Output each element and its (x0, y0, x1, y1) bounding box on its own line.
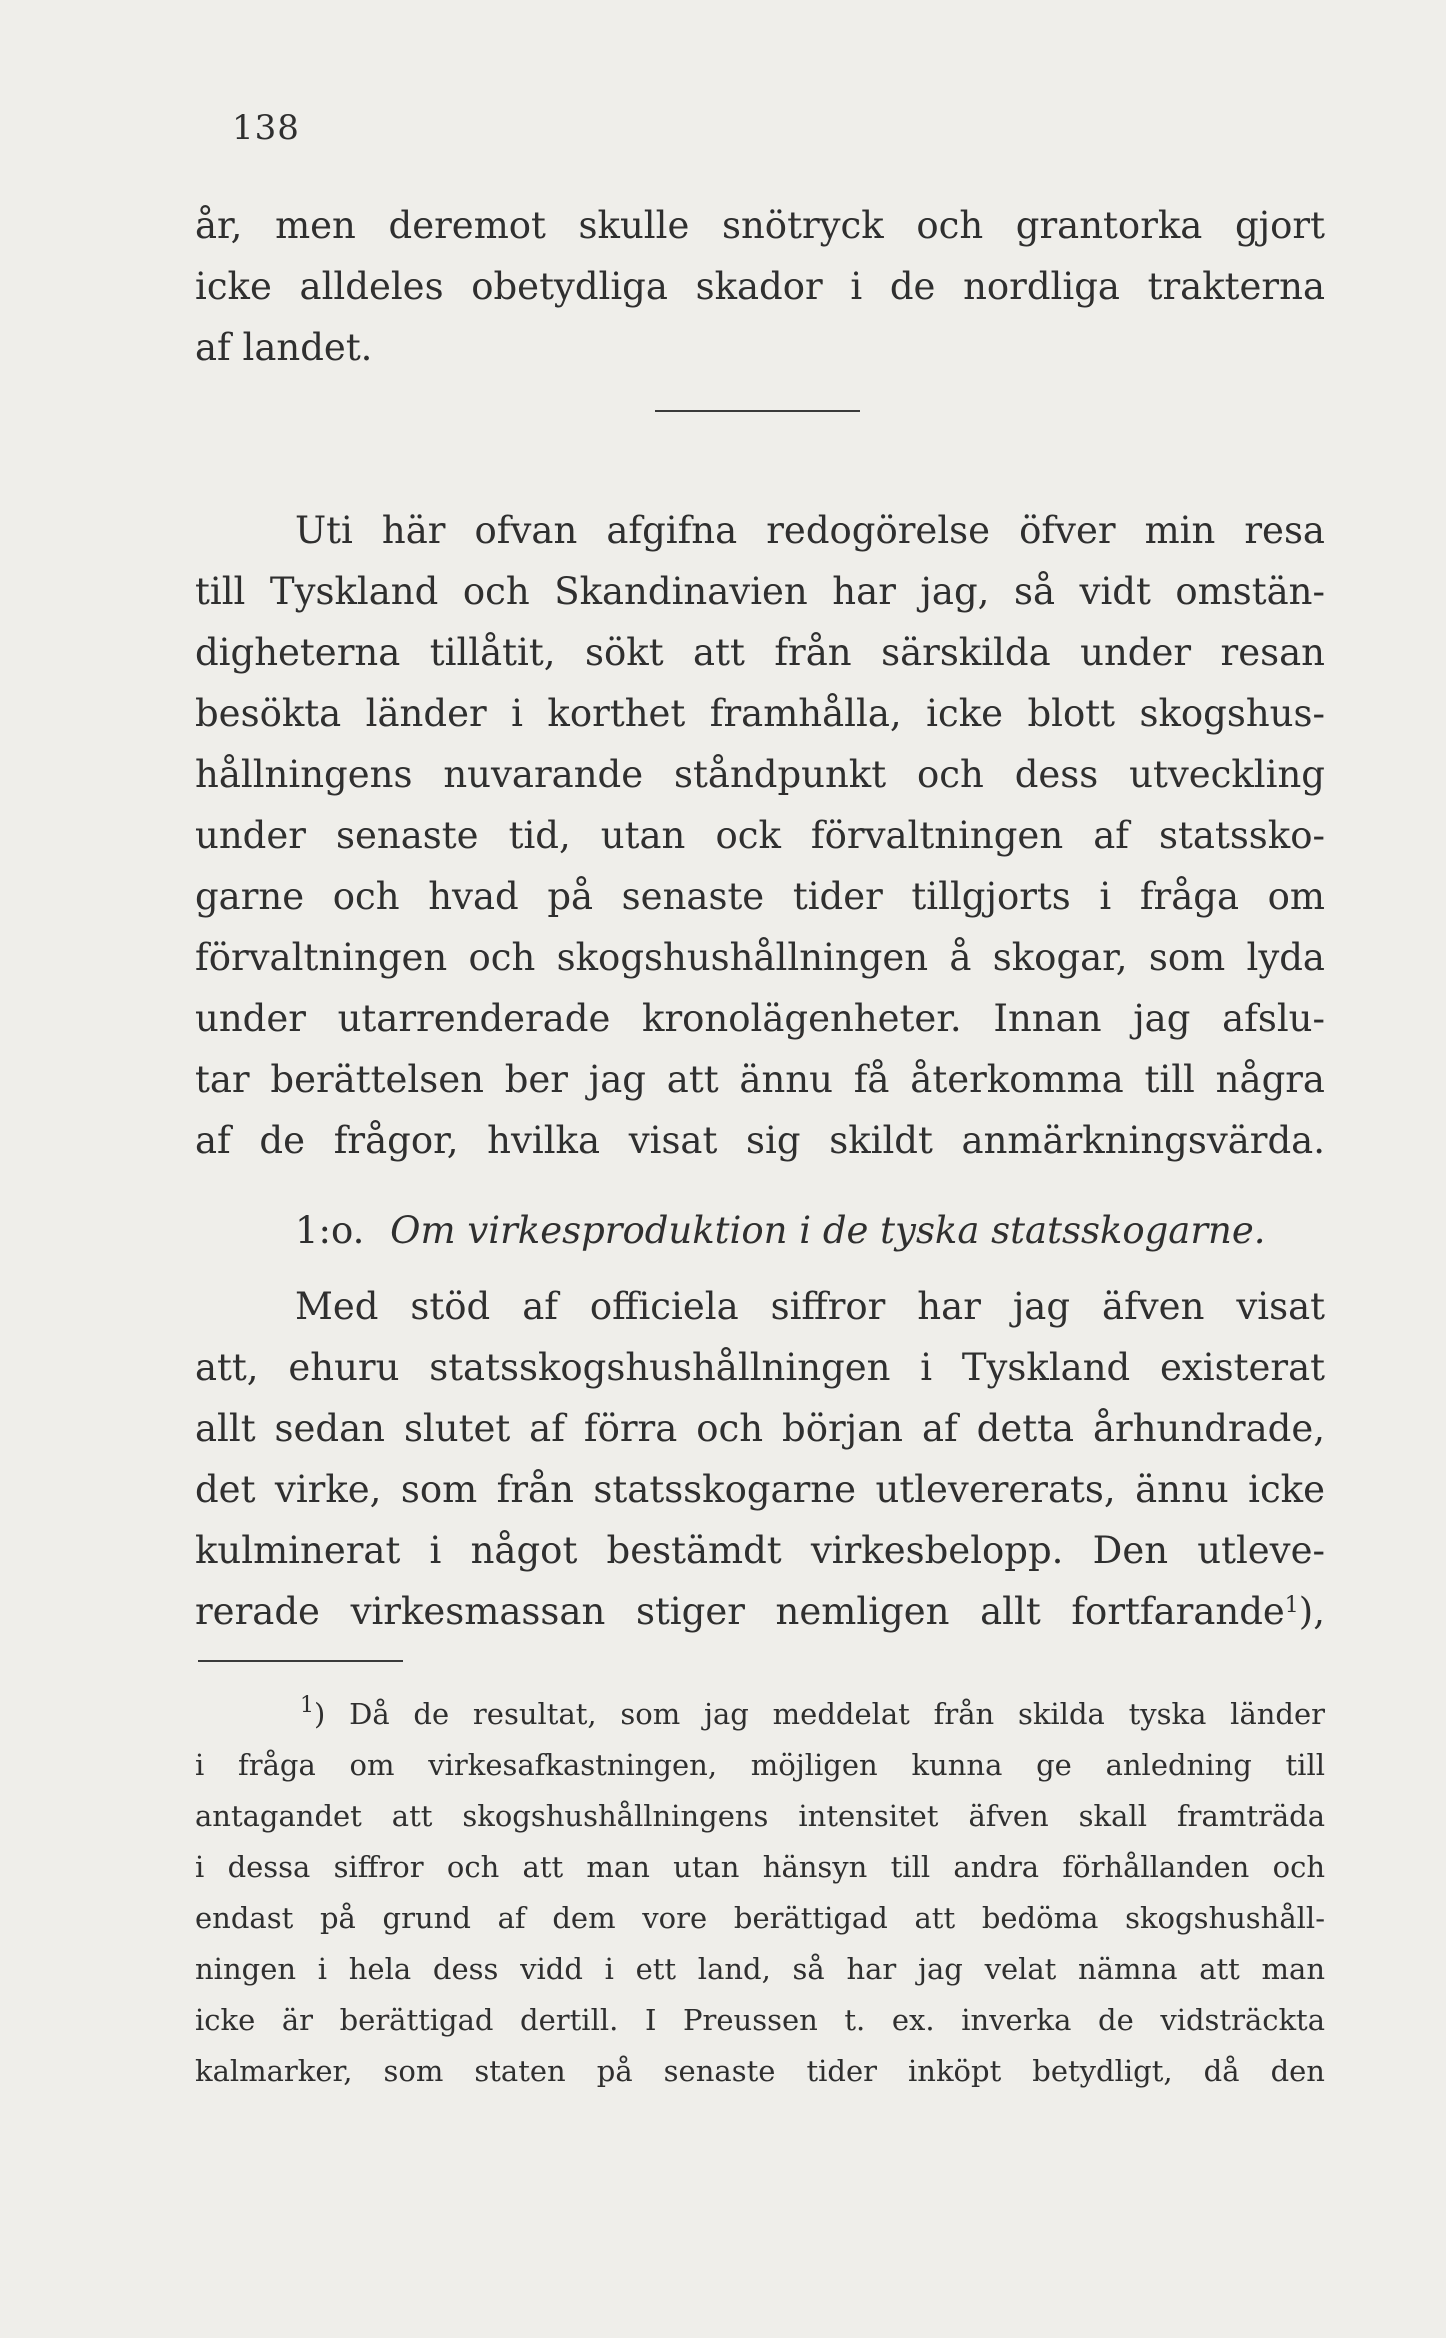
section-heading (295, 1200, 1266, 1261)
text-line: under senaste tid, utan ock förvaltningen af statssko- (195, 814, 1325, 857)
section-separator (655, 410, 860, 412)
paragraph-1 (195, 195, 1325, 378)
paragraph-2 (195, 500, 1325, 1171)
text-line: garne och hvad på senaste tider tillgjorts i fråga om (195, 875, 1325, 918)
text-line: det virke, som från statsskogarne utlevererats, ännu icke (195, 1468, 1325, 1511)
footnote-line: icke är berättigad dertill. I Preussen t. ex. inverka de vidsträckta (195, 2003, 1325, 2037)
footnote-line: i dessa siffror och att man utan hänsyn till andra förhållanden och (195, 1850, 1325, 1884)
text-line: hållningens nuvarande ståndpunkt och dess utveckling (195, 753, 1325, 796)
text-line-suffix: ), (1298, 1590, 1325, 1633)
text-line: år, men deremot skulle snötryck och grantorka gjort (195, 204, 1325, 247)
section-number: 1:o. (295, 1209, 365, 1252)
text-line: af de frågor, hvilka visat sig skildt anmärkningsvärda. (195, 1119, 1325, 1162)
footnote-rule (198, 1660, 403, 1662)
text-line-body: rerade virkesmassan stiger nemligen allt fortfarande (195, 1590, 1285, 1633)
text-line: icke alldeles obetydliga skador i de nordliga trakterna (195, 265, 1325, 308)
page-number: 138 (232, 108, 300, 148)
footnote-marker: 1 (300, 1693, 314, 1718)
text-line: till Tyskland och Skandinavien har jag, så vidt omstän- (195, 570, 1325, 613)
footnote-line: ningen i hela dess vidd i ett land, så har jag velat nämna att man (195, 1952, 1325, 1986)
text-line: att, ehuru statsskogshushållningen i Tyskland existerat (195, 1346, 1325, 1389)
text-line: förvaltningen och skogshushållningen å skogar, som lyda (195, 936, 1325, 979)
footnote-line: kalmarker, som staten på senaste tider inköpt betydligt, då den (195, 2054, 1325, 2088)
text-line: af landet. (195, 326, 373, 369)
text-line: under utarrenderade kronolägenheter. Innan jag afslu- (195, 997, 1325, 1040)
footnote (195, 1689, 1325, 2097)
text-line: kulminerat i något bestämdt virkesbelopp. Den utleve- (195, 1529, 1325, 1572)
text-line: Med stöd af officiela siffror har jag äfven visat (295, 1285, 1325, 1328)
footnote-reference: 1 (1284, 1593, 1299, 1618)
footnote-line: i fråga om virkesafkastningen, möjligen kunna ge anledning till (195, 1748, 1325, 1782)
footnote-line: antagandet att skogshushållningens intensitet äfven skall framträda (195, 1799, 1325, 1833)
text-line: allt sedan slutet af förra och början af detta århundrade, (195, 1407, 1325, 1450)
section-title: Om virkesproduktion i de tyska statsskogarne. (390, 1209, 1266, 1252)
text-line: Uti här ofvan afgifna redogörelse öfver min resa (295, 509, 1325, 552)
text-line (195, 1581, 1325, 1642)
paragraph-3 (195, 1276, 1325, 1642)
footnote-line: endast på grund af dem vore berättigad att bedöma skogshushåll- (195, 1901, 1325, 1935)
text-line: tar berättelsen ber jag att ännu få återkomma till några (195, 1058, 1325, 1101)
text-line: digheterna tillåtit, sökt att från särskilda under resan (195, 631, 1325, 674)
footnote-line (195, 1689, 1325, 1740)
text-line: besökta länder i korthet framhålla, icke blott skogshus- (195, 692, 1325, 735)
footnote-first-line: ) Då de resultat, som jag meddelat från skilda tyska länder (314, 1697, 1325, 1731)
